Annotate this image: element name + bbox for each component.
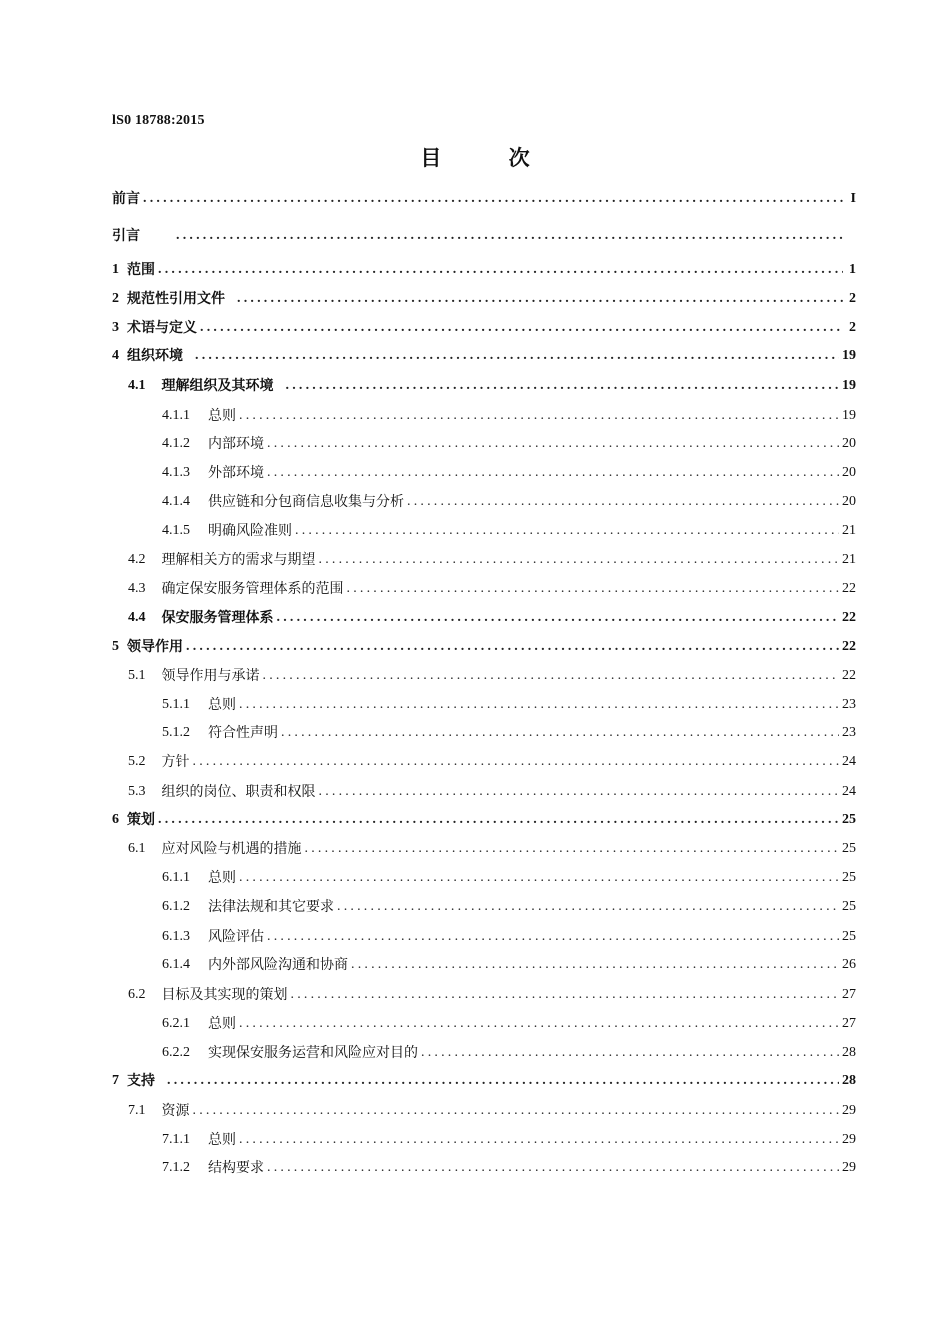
toc-title: 目 次	[420, 146, 560, 170]
toc-entry-page: 25	[842, 812, 856, 827]
toc-entry[interactable]	[112, 286, 856, 308]
toc-entry-number: 4.1.5	[162, 523, 190, 538]
toc-entry-page: 23	[842, 725, 856, 740]
toc-entry[interactable]	[162, 403, 856, 425]
toc-entry[interactable]	[162, 1155, 856, 1177]
toc-entry[interactable]	[112, 634, 856, 656]
document-id: lS0 18788:2015	[112, 113, 205, 128]
toc-entry-number: 4.2	[128, 552, 146, 567]
dot-leader	[239, 696, 839, 714]
toc-entry-number: 5.1	[128, 668, 146, 683]
toc-entry-number: 4.1.4	[162, 494, 190, 509]
toc-entry[interactable]	[112, 257, 856, 279]
toc-entry-page: 22	[842, 610, 856, 625]
dot-leader	[239, 1131, 839, 1149]
toc-entry-page: 27	[842, 987, 856, 1002]
dot-leader	[337, 898, 839, 916]
toc-entry-page: 22	[842, 639, 856, 654]
dot-leader	[200, 319, 843, 337]
dot-leader	[277, 609, 840, 627]
toc-entry[interactable]	[112, 186, 856, 208]
dot-leader	[239, 869, 839, 887]
dot-leader	[281, 724, 839, 742]
dot-leader	[421, 1044, 839, 1062]
toc-entry-label: 内外部风险沟通和协商	[208, 957, 348, 973]
toc-entry-number: 4.1.2	[162, 436, 190, 451]
toc-entry-label: 目标及其实现的策划	[161, 987, 288, 1003]
toc-entry-page: 22	[842, 668, 856, 683]
toc-entry-page: 28	[842, 1073, 856, 1088]
toc-entry-page: 29	[842, 1160, 856, 1175]
toc-entry-page: 29	[842, 1132, 856, 1147]
dot-leader	[295, 522, 839, 540]
toc-entry-number: 2	[112, 291, 119, 306]
dot-leader	[186, 638, 839, 656]
toc-entry-number: 6.2	[128, 987, 146, 1002]
toc-entry[interactable]	[162, 894, 856, 916]
toc-entry[interactable]	[128, 576, 856, 598]
dot-leader	[319, 783, 840, 801]
dot-leader	[319, 551, 840, 569]
toc-entry-page: 1	[849, 262, 856, 277]
toc-entry-number: 5.2	[128, 754, 146, 769]
toc-entry[interactable]	[128, 547, 856, 569]
dot-leader	[239, 1015, 839, 1033]
toc-entry[interactable]	[162, 1127, 856, 1149]
toc-entry-number: 7	[112, 1073, 119, 1088]
toc-entry[interactable]	[162, 460, 856, 482]
toc-entry-label: 组织的岗位、职责和权限	[161, 784, 316, 800]
toc-entry-label: 支持	[127, 1073, 155, 1089]
toc-entry-label: 引言	[112, 228, 140, 244]
toc-entry-label: 理解相关方的需求与期望	[161, 552, 316, 568]
toc-entry[interactable]	[128, 605, 856, 627]
toc-entry-page: 21	[842, 523, 856, 538]
toc-entry[interactable]	[162, 1040, 856, 1062]
dot-leader	[267, 464, 839, 482]
toc-entry-page: 22	[842, 581, 856, 596]
dot-leader	[347, 580, 840, 598]
toc-entry-page: 19	[842, 348, 856, 363]
toc-entry-label: 资源	[161, 1103, 190, 1119]
toc-entry-page: 20	[842, 436, 856, 451]
toc-entry-label: 理解组织及其环境	[161, 378, 274, 394]
dot-leader	[176, 227, 843, 245]
toc-entry-label: 法律法规和其它要求	[208, 899, 334, 915]
dot-leader	[158, 811, 839, 829]
toc-entry-label: 领导作用与承诺	[161, 668, 260, 684]
toc-entry-number: 1	[112, 262, 119, 277]
toc-entry-label: 供应链和分包商信息收集与分析	[208, 494, 404, 510]
toc-entry-number: 6.2.1	[162, 1016, 190, 1031]
toc-entry-page: 25	[842, 870, 856, 885]
toc-entry-label: 总则	[208, 1132, 236, 1148]
toc-entry-label: 总则	[208, 697, 236, 713]
toc-entry-label: 组织环境	[127, 348, 183, 364]
toc-entry-number: 4.1.1	[162, 408, 190, 423]
toc-entry-label: 结构要求	[208, 1160, 264, 1176]
dot-leader	[351, 956, 839, 974]
toc-entry[interactable]	[162, 924, 856, 946]
toc-entry[interactable]	[128, 663, 856, 685]
toc-entry-label: 应对风险与机遇的措施	[161, 841, 302, 857]
toc-entry[interactable]	[112, 343, 856, 365]
toc-entry[interactable]	[162, 489, 856, 511]
toc-entry-number: 3	[112, 320, 119, 335]
dot-leader	[239, 407, 839, 425]
toc-entry-page: 25	[842, 841, 856, 856]
dot-leader	[267, 435, 839, 453]
toc-entry-label: 总则	[208, 1016, 236, 1032]
toc-entry-label: 确定保安服务管理体系的范围	[161, 581, 344, 597]
toc-entry[interactable]	[162, 692, 856, 714]
toc-entry-page: 2	[849, 291, 856, 306]
toc-entry[interactable]	[128, 749, 856, 771]
toc-entry[interactable]	[112, 223, 856, 245]
toc-entry-number: 5.1.1	[162, 697, 190, 712]
toc-entry-number: 6.1	[128, 841, 146, 856]
toc-entry-page: 29	[842, 1103, 856, 1118]
toc-entry-label: 方针	[161, 754, 190, 770]
toc-entry-label: 保安服务管理体系	[161, 610, 274, 626]
toc-entry-page: 24	[842, 784, 856, 799]
toc-entry-page: I	[850, 191, 856, 206]
toc-entry-number: 4	[112, 348, 119, 363]
toc-entry-page: 25	[842, 929, 856, 944]
toc-entry-number: 6.2.2	[162, 1045, 190, 1060]
dot-leader	[267, 928, 839, 946]
toc-entry-number: 4.1	[128, 378, 146, 393]
toc-entry-page: 26	[842, 957, 856, 972]
toc-entry-page: 20	[842, 465, 856, 480]
toc-entry-label: 范围	[127, 262, 155, 278]
dot-leader	[263, 667, 840, 685]
toc-entry[interactable]	[162, 518, 856, 540]
toc-entry[interactable]	[128, 373, 856, 395]
toc-entry-number: 5	[112, 639, 119, 654]
toc-entry-number: 7.1.2	[162, 1160, 190, 1175]
toc-entry[interactable]	[112, 1068, 856, 1090]
toc-entry-number: 4.4	[128, 610, 146, 625]
toc-entry-label: 术语与定义	[127, 320, 197, 336]
toc-entry-page: 23	[842, 697, 856, 712]
toc-entry-page: 25	[842, 899, 856, 914]
dot-leader	[167, 1072, 839, 1090]
toc-entry[interactable]	[128, 1098, 856, 1120]
toc-entry-label: 明确风险准则	[208, 523, 292, 539]
dot-leader	[193, 1102, 840, 1120]
toc-entry[interactable]	[162, 720, 856, 742]
toc-entry-number: 6.1.2	[162, 899, 190, 914]
dot-leader	[237, 290, 843, 308]
toc-entry-label: 规范性引用文件	[127, 291, 225, 307]
dot-leader	[291, 986, 840, 1004]
toc-entry-page: 21	[842, 552, 856, 567]
toc-entry[interactable]	[162, 952, 856, 974]
toc-entry-page: 28	[842, 1045, 856, 1060]
toc-entry[interactable]	[128, 836, 856, 858]
toc-entry[interactable]	[162, 865, 856, 887]
toc-entry-label: 实现保安服务运营和风险应对目的	[208, 1045, 418, 1061]
toc-entry-label: 领导作用	[127, 639, 183, 655]
toc-entry-page: 19	[842, 378, 856, 393]
dot-leader	[158, 261, 843, 279]
toc-entry[interactable]	[162, 431, 856, 453]
toc-entry-label: 符合性声明	[208, 725, 278, 741]
toc-entry-label: 内部环境	[208, 436, 264, 452]
dot-leader	[267, 1159, 839, 1177]
dot-leader	[286, 377, 840, 395]
toc-entry-label: 总则	[208, 870, 236, 886]
toc-entry[interactable]	[112, 807, 856, 829]
toc-entry-number: 5.3	[128, 784, 146, 799]
dot-leader	[407, 493, 839, 511]
toc-entry-number: 6.1.4	[162, 957, 190, 972]
toc-entry-number: 7.1	[128, 1103, 146, 1118]
toc-entry-page: 27	[842, 1016, 856, 1031]
toc-entry-number: 6.1.1	[162, 870, 190, 885]
toc-entry-number: 4.3	[128, 581, 146, 596]
toc-entry-number: 5.1.2	[162, 725, 190, 740]
toc-entry[interactable]	[128, 779, 856, 801]
dot-leader	[305, 840, 840, 858]
toc-entry-page: 2	[849, 320, 856, 335]
toc-entry-label: 风险评估	[208, 929, 264, 945]
toc-entry[interactable]	[162, 1011, 856, 1033]
toc-entry-number: 4.1.3	[162, 465, 190, 480]
toc-entry-label: 外部环境	[208, 465, 264, 481]
toc-entry-number: 6	[112, 812, 119, 827]
dot-leader	[195, 347, 839, 365]
toc-entry[interactable]	[112, 315, 856, 337]
dot-leader	[143, 190, 843, 208]
toc-entry[interactable]	[128, 982, 856, 1004]
toc-entry-label: 总则	[208, 408, 236, 424]
toc-entry-number: 7.1.1	[162, 1132, 190, 1147]
toc-entry-label: 前言	[112, 191, 140, 207]
toc-entry-page: 19	[842, 408, 856, 423]
dot-leader	[193, 753, 840, 771]
toc-entry-number: 6.1.3	[162, 929, 190, 944]
toc-entry-page: 24	[842, 754, 856, 769]
toc-entry-page: 20	[842, 494, 856, 509]
toc-entry-label: 策划	[127, 812, 155, 828]
